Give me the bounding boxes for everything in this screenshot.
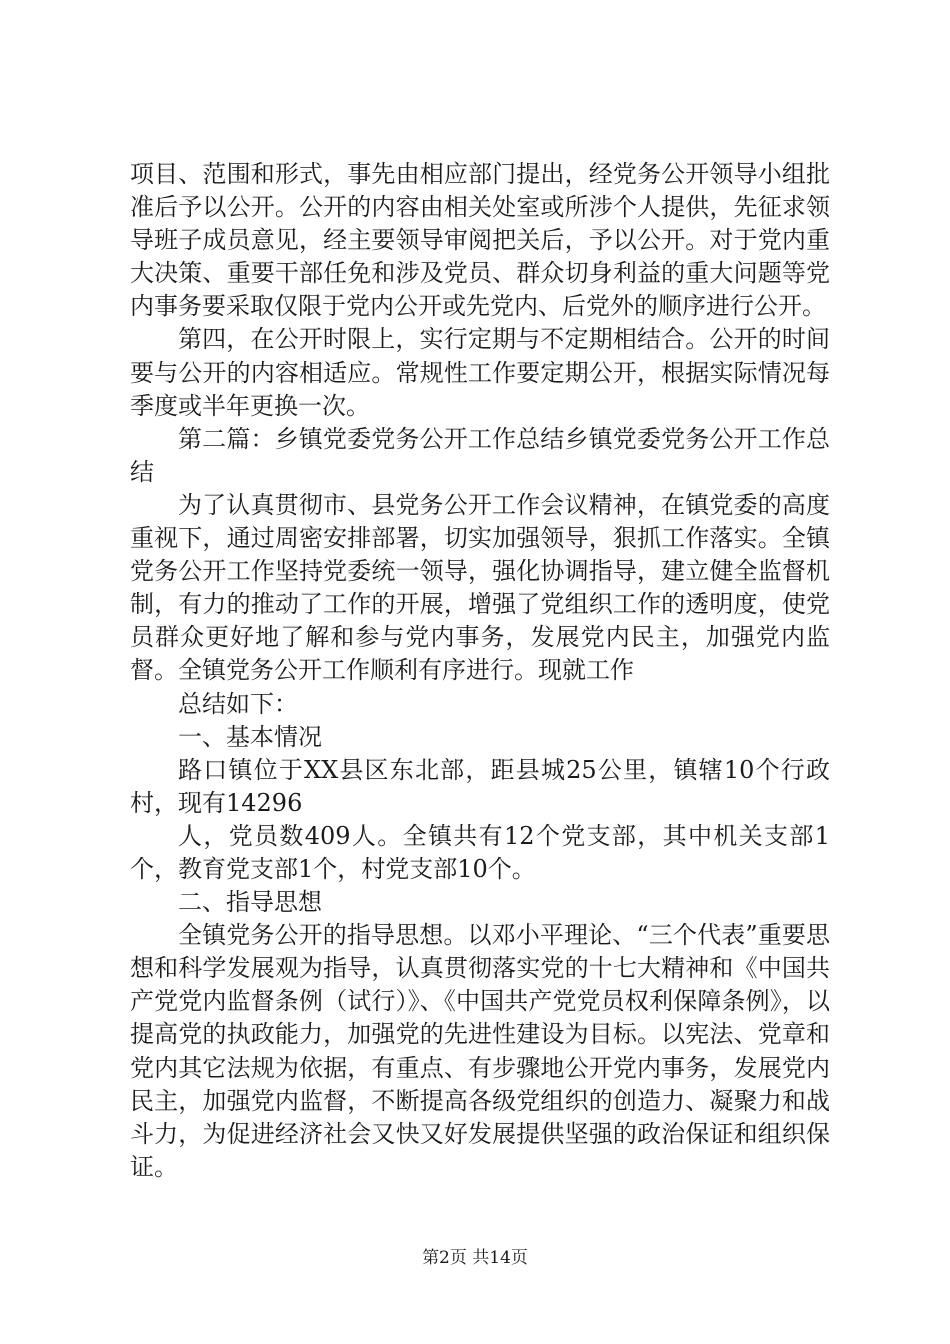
paragraph-basic-situation-1: 路口镇位于XX县区东北部，距县城25公里，镇辖10个行政村，现有14296 (130, 755, 830, 817)
paragraph-guiding-ideology: 全镇党务公开的指导思想。以邓小平理论、“三个代表”重要思想和科学发展观为指导，认真贯彻落实党的十七大精神和《中国共产党党内监督条例（试行）》、《中国共产党党员权利保障条例》，以提高党的执政能力，加强党的先进性建设为目标。以宪法、党章和党内其它法规为依据，有重点、有步骤地公开党内事务，发展党内民主，加强党内监督，不断提高各级党组织的创造力、凝聚力和战斗力，为促进经济社会又快又好发展提供坚强的政治保证和组织保证。 (130, 921, 830, 1181)
section-heading-guiding-ideology: 二、指导思想 (178, 888, 322, 917)
page-number-label: 第2页 共14页 (422, 1248, 528, 1268)
paragraph-basic-situation-2: 人，党员数409人。全镇共有12个党支部，其中机关支部1个，教育党支部1个，村党支部10个。 (130, 821, 830, 883)
document-body (130, 158, 830, 1184)
paragraph-summary-lead: 总结如下： (178, 689, 298, 718)
section-heading-chapter-two: 第二篇：乡镇党委党务公开工作总结乡镇党委党务公开工作总结 (130, 424, 830, 486)
page-footer (0, 1243, 950, 1268)
paragraph-1: 项目、范围和形式，事先由相应部门提出，经党务公开领导小组批准后予以公开。公开的内容由相关处室或所涉个人提供，先征求领导班子成员意见，经主要领导审阅把关后，予以公开。对于党内重大决策、重要干部任免和涉及党员、群众切身利益的重大问题等党内事务要采取仅限于党内公开或先党内、后党外的顺序进行公开。 (130, 160, 830, 321)
paragraph-2: 第四，在公开时限上，实行定期与不定期相结合。公开的时间要与公开的内容相适应。常规性工作要定期公开，根据实际情况每季度或半年更换一次。 (130, 325, 830, 420)
paragraph-intro: 为了认真贯彻市、县党务公开工作会议精神，在镇党委的高度重视下，通过周密安排部署，切实加强领导，狠抓工作落实。全镇党务公开工作坚持党委统一领导，强化协调指导，建立健全监督机制，有力的推动了工作的开展，增强了党组织工作的透明度，使党员群众更好地了解和参与党内事务，发展党内民主，加强党内监督。全镇党务公开工作顺利有序进行。现就工作 (130, 490, 830, 685)
section-heading-basic-situation: 一、基本情况 (178, 722, 322, 751)
